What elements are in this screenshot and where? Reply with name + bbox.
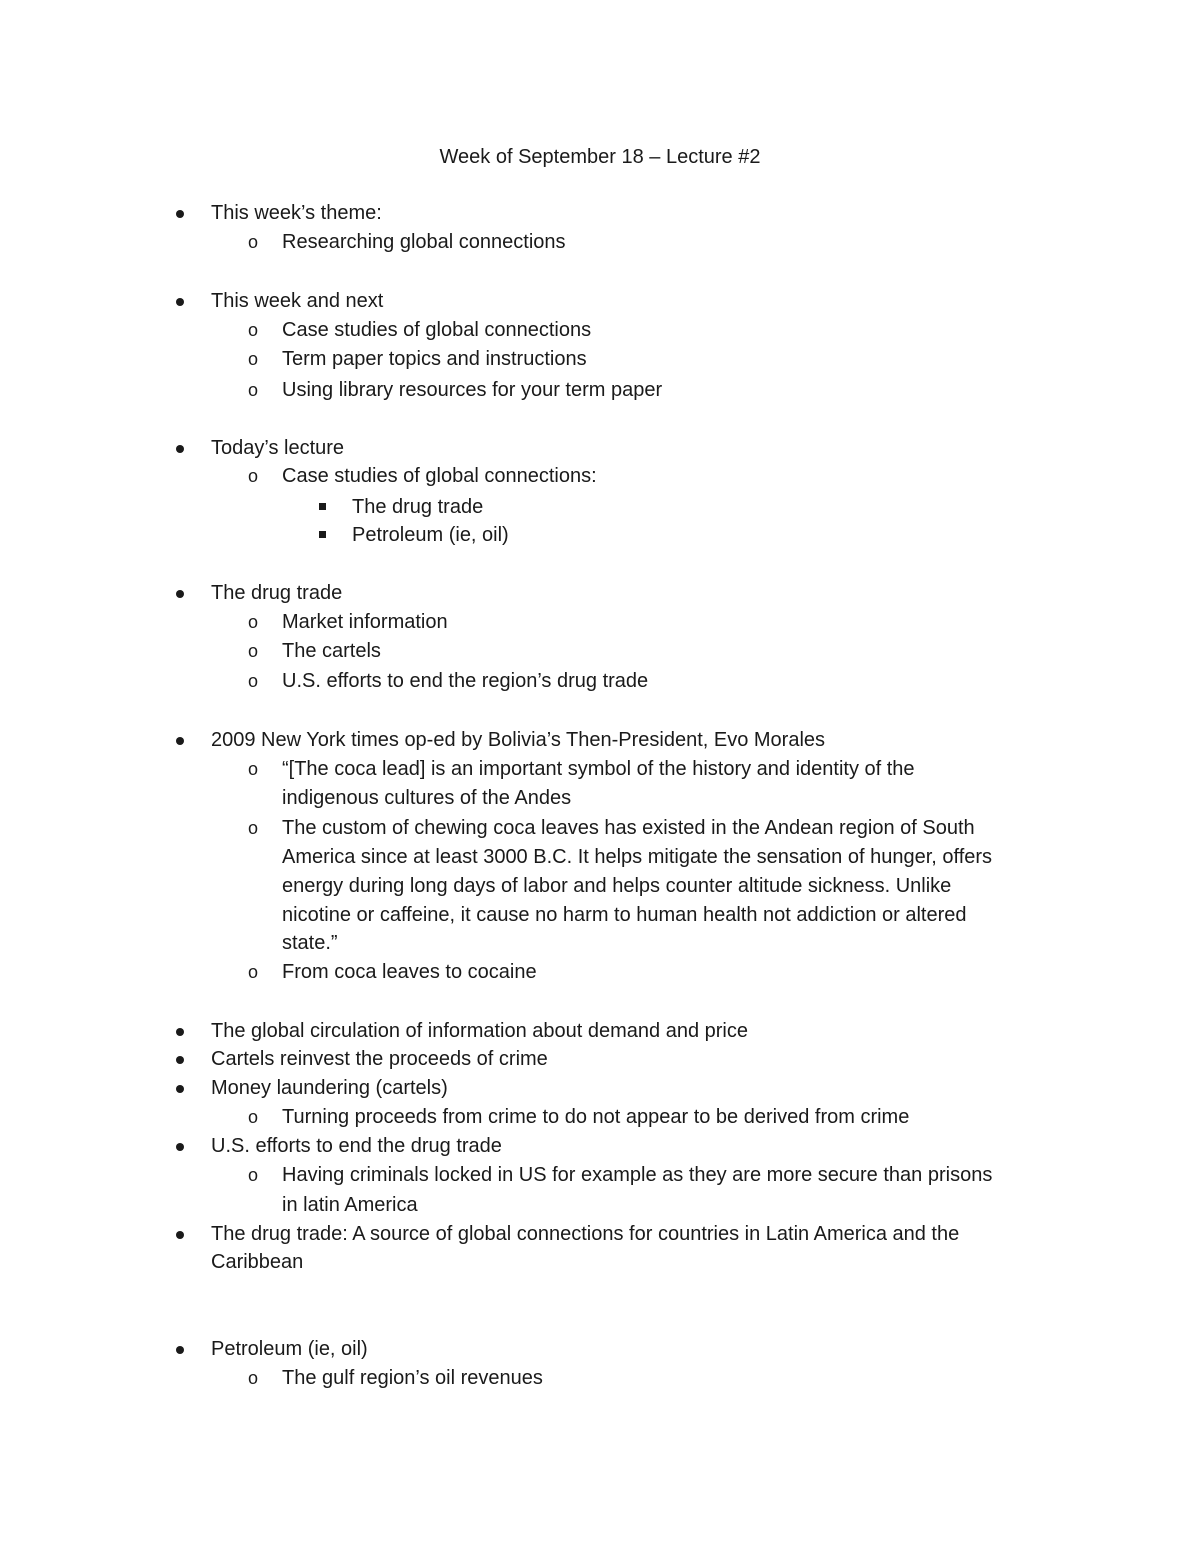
bullet-disc-icon: [176, 1143, 184, 1151]
bullet-circle-icon: o: [248, 380, 259, 400]
bullet-disc-icon: [176, 298, 184, 306]
list-item: Case studies of global connections: [282, 319, 592, 341]
bullet-circle-icon: o: [248, 641, 259, 661]
bullet-disc-icon: [176, 445, 184, 453]
list-item: This week and next: [211, 290, 384, 312]
bullet-disc-icon: [176, 1346, 184, 1354]
list-item: The custom of chewing coca leaves has existed in the Andean region of South: [282, 817, 975, 839]
bullet-disc-icon: [176, 210, 184, 218]
bullet-disc-icon: [176, 1056, 184, 1064]
list-item: “[The coca lead] is an important symbol of the history and identity of the: [282, 758, 915, 780]
bullet-circle-icon: o: [248, 349, 259, 369]
list-item: Petroleum (ie, oil): [352, 524, 509, 546]
bullet-square-icon: [319, 503, 326, 510]
list-item: Petroleum (ie, oil): [211, 1338, 368, 1360]
list-item: The drug trade: [352, 496, 484, 518]
bullet-circle-icon: o: [248, 320, 259, 340]
list-item: Cartels reinvest the proceeds of crime: [211, 1048, 548, 1070]
bullet-disc-icon: [176, 590, 184, 598]
list-item: Turning proceeds from crime to do not appear to be derived from crime: [282, 1106, 910, 1128]
bullet-circle-icon: o: [248, 671, 259, 691]
list-item: The global circulation of information about demand and price: [211, 1020, 748, 1042]
bullet-square-icon: [319, 531, 326, 538]
list-item: This week’s theme:: [211, 202, 382, 224]
list-item: Researching global connections: [282, 231, 566, 253]
list-item-continuation: energy during long days of labor and helps counter altitude sickness. Unlike: [282, 875, 952, 897]
list-item-continuation: in latin America: [282, 1194, 418, 1216]
page-title: Week of September 18 – Lecture #2: [439, 146, 761, 168]
bullet-circle-icon: o: [248, 1165, 259, 1185]
bullet-disc-icon: [176, 1231, 184, 1239]
list-item: Having criminals locked in US for example as they are more secure than prisons: [282, 1164, 993, 1186]
list-item: From coca leaves to cocaine: [282, 961, 537, 983]
list-item: Today’s lecture: [211, 437, 345, 459]
bullet-circle-icon: o: [248, 232, 259, 252]
list-item-continuation: America since at least 3000 B.C. It helps mitigate the sensation of hunger, offers: [282, 846, 993, 868]
bullet-circle-icon: o: [248, 962, 259, 982]
list-item: Term paper topics and instructions: [282, 348, 587, 370]
list-item: The cartels: [282, 640, 381, 662]
bullet-circle-icon: o: [248, 1368, 259, 1388]
list-item-continuation: Caribbean: [211, 1251, 304, 1273]
list-item: Case studies of global connections:: [282, 465, 597, 487]
list-item: U.S. efforts to end the drug trade: [211, 1135, 502, 1157]
bullet-circle-icon: o: [248, 818, 259, 838]
list-item: The drug trade: A source of global connections for countries in Latin America and the: [211, 1223, 960, 1245]
list-item: Market information: [282, 611, 448, 633]
bullet-circle-icon: o: [248, 759, 259, 779]
bullet-circle-icon: o: [248, 466, 259, 486]
bullet-disc-icon: [176, 737, 184, 745]
bullet-disc-icon: [176, 1085, 184, 1093]
list-item: U.S. efforts to end the region’s drug trade: [282, 670, 649, 692]
bullet-disc-icon: [176, 1028, 184, 1036]
list-item: The gulf region’s oil revenues: [282, 1367, 543, 1389]
list-item-continuation: indigenous cultures of the Andes: [282, 787, 572, 809]
list-item-continuation: nicotine or caffeine, it cause no harm to human health not addiction or altered: [282, 904, 967, 926]
list-item: Using library resources for your term paper: [282, 379, 663, 401]
list-item-continuation: state.”: [282, 932, 338, 954]
list-item: The drug trade: [211, 582, 343, 604]
list-item: 2009 New York times op-ed by Bolivia’s Then-President, Evo Morales: [211, 729, 826, 751]
list-item: Money laundering (cartels): [211, 1077, 448, 1099]
bullet-circle-icon: o: [248, 612, 259, 632]
bullet-circle-icon: o: [248, 1107, 259, 1127]
